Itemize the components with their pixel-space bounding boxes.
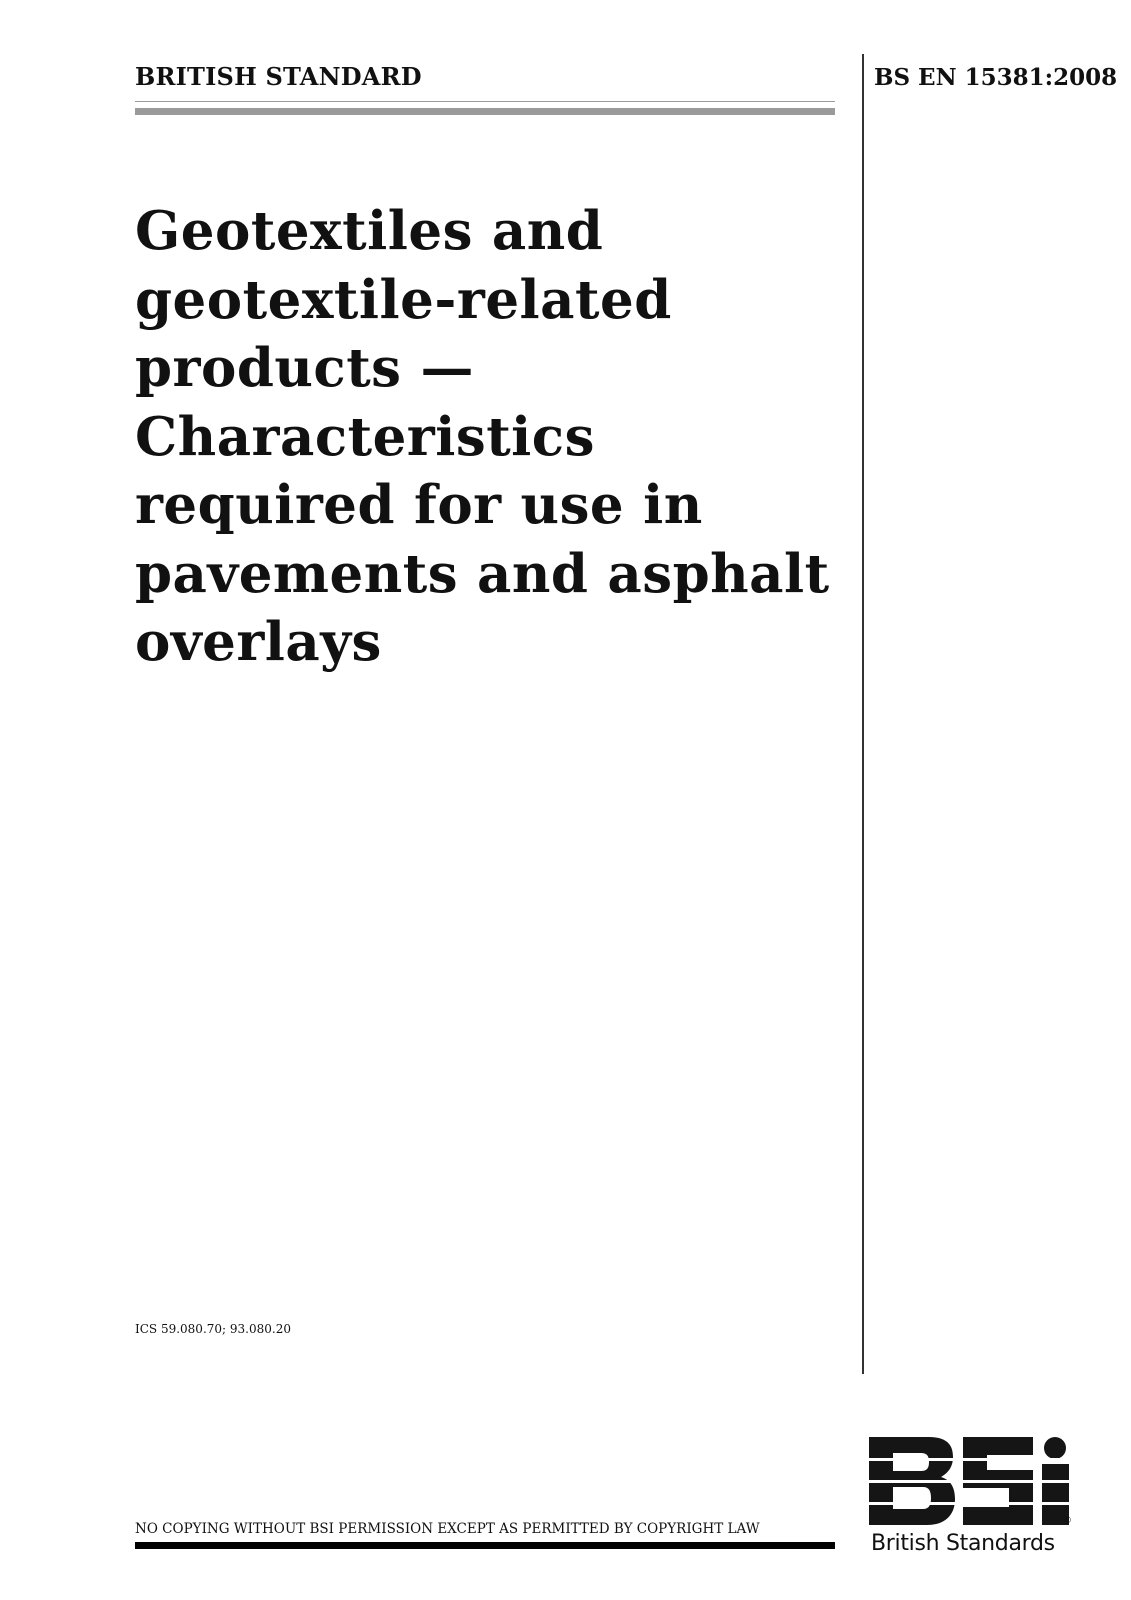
document-number: BS EN 15381:2008 bbox=[874, 64, 1118, 91]
footer-rule bbox=[135, 1542, 835, 1549]
header-rule-thin bbox=[135, 101, 835, 102]
margin-vertical-rule bbox=[862, 54, 864, 1374]
registered-mark: ® bbox=[1063, 1516, 1072, 1526]
standard-type-label: BRITISH STANDARD bbox=[135, 62, 422, 91]
copyright-notice: NO COPYING WITHOUT BSI PERMISSION EXCEPT AS PERMITTED BY COPYRIGHT LAW bbox=[135, 1521, 760, 1537]
bsi-logo-mark bbox=[869, 1437, 1069, 1525]
title-line: products — bbox=[135, 337, 474, 399]
document-title bbox=[135, 197, 855, 677]
title-line: geotextile-related bbox=[135, 268, 672, 331]
title-line: overlays bbox=[135, 611, 382, 673]
title-line: Geotextiles and bbox=[135, 200, 604, 262]
title-line: Characteristics bbox=[135, 405, 595, 468]
bsi-logo bbox=[869, 1437, 1075, 1565]
header-rule-thick bbox=[135, 108, 835, 115]
title-line: pavements and asphalt bbox=[135, 542, 830, 605]
title-line: required for use in bbox=[135, 474, 703, 536]
bsi-logo-name: British Standards bbox=[871, 1531, 1055, 1556]
ics-classification: ICS 59.080.70; 93.080.20 bbox=[135, 1322, 291, 1336]
